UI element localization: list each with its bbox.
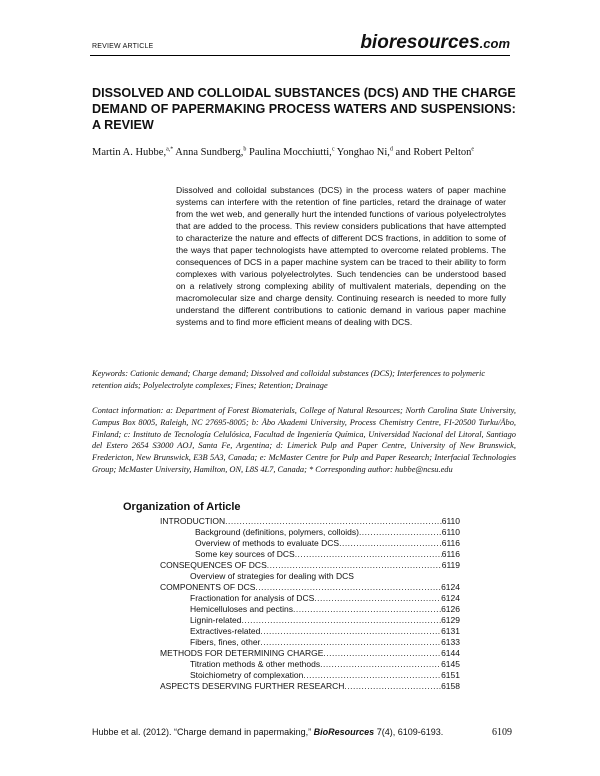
- toc-entry[interactable]: [160, 648, 460, 659]
- header-divider: [90, 55, 510, 56]
- toc-entry-page: 6131: [441, 626, 460, 636]
- author-affiliation: b: [243, 146, 247, 153]
- toc-entry-page: 6119: [441, 560, 460, 570]
- toc-entry-label: METHODS FOR DETERMINING CHARGE: [160, 648, 324, 658]
- toc-entry-page: 6133: [441, 637, 460, 647]
- toc-entry-label: Some key sources of DCS: [195, 549, 295, 559]
- toc-entry-page: 6110: [441, 516, 460, 526]
- toc-entry-page: 6126: [441, 604, 460, 614]
- toc-entry[interactable]: [160, 571, 460, 582]
- author-name: Yonghao Ni,: [334, 147, 390, 158]
- toc-entry-label: Extractives-related: [190, 626, 261, 636]
- toc-entry-page: 6145: [441, 659, 460, 669]
- toc-entry-label: Overview of methods to evaluate DCS: [195, 538, 340, 548]
- toc-entry[interactable]: [160, 604, 460, 615]
- toc-entry[interactable]: [160, 582, 460, 593]
- author-list: [92, 146, 512, 160]
- toc-entry-label: COMPONENTS OF DCS: [160, 582, 256, 592]
- toc-entry-label: Fibers, fines, other: [190, 637, 261, 647]
- toc-leader-dots: [260, 637, 441, 648]
- toc-entry[interactable]: [160, 560, 460, 571]
- citation-authors: Hubbe et al. (2012). “Charge demand in papermaking,”: [92, 727, 312, 737]
- toc-entry-label: ASPECTS DESERVING FURTHER RESEARCH: [160, 681, 345, 691]
- contact-information: Contact information: a: Department of Forest Biomaterials, College of Natural Resources; North Carolina State University, Campus Box 8005, Raleigh, NC 27695-8005; b: Åbo Akademi University, Process Chemistry Centre, FI-20500 Turku/Åbo, Finland; c: Instituto de Tecnología Celulósica, Facultad de Ingeniería Química, Universidad Nacional del Litoral, Santiago del Estero 2654 S3000 AOJ, Santa Fe, Argentina; d: Limerick Pulp and Paper Centre, University of New Brunswick, Fredericton, New Brunswick, E3B 5A3, Canada; e: McMaster Centre for Pulp and Paper Research; Interfacial Technologies Group; McMaster University, Hamilton, ON, L8S 4L7, Canada; * Corresponding author: hubbe@ncsu.edu: [92, 406, 516, 474]
- page-number: 6109: [492, 727, 512, 738]
- toc-entry[interactable]: [160, 637, 460, 648]
- toc-entry-page: 6110: [441, 527, 460, 537]
- citation-details: 7(4), 6109-6193.: [376, 727, 444, 737]
- toc-entry[interactable]: [160, 593, 460, 604]
- toc-entry-label: Stoichiometry of complexation: [190, 670, 304, 680]
- toc-leader-dots: [295, 549, 442, 560]
- toc-entry[interactable]: [160, 527, 460, 538]
- toc-entry-page: 6158: [441, 681, 460, 691]
- journal-brand-suffix: .com: [479, 36, 510, 51]
- footer: [92, 727, 512, 738]
- author-affiliation: e: [471, 146, 475, 153]
- toc-entry[interactable]: [160, 538, 460, 549]
- article-title: DISSOLVED AND COLLOIDAL SUBSTANCES (DCS) AND THE CHARGE DEMAND OF PAPERMAKING PROCESS WATERS AND SUSPENSIONS: A REVIEW: [92, 86, 516, 132]
- toc-entry[interactable]: [160, 626, 460, 637]
- abstract: Dissolved and colloidal substances (DCS) in the process waters of paper machine systems can interfere with the retention of fine particles, retard the drainage of water from the wet web, and generally hurt the intended functions of various polyelectrolytes that are added to the process. This review considers publications that have attempted to characterize the nature and effects of different DCS fractions, in addition to some of the ways that paper technologists have attempted to overcome related problems. The consequences of DCS in a paper machine system can be traced to their ability to form complexes with various polyelectrolytes. Such tendencies can be understood based on a relatively strong complexing ability of multivalent materials, depending on the macromolecular size and charge density. Continuing research is needed to more fully understand the different contributions to cationic demand in various paper machine systems and to find more efficient means of dealing with DCS.: [176, 185, 506, 327]
- toc-leader-dots: [260, 626, 441, 637]
- toc-heading: Organization of Article: [123, 501, 241, 513]
- author-name: Anna Sundberg,: [173, 147, 244, 158]
- toc-entry[interactable]: [160, 549, 460, 560]
- toc-leader-dots: [339, 538, 442, 549]
- toc-leader-dots: [323, 648, 441, 659]
- table-of-contents: [160, 516, 460, 692]
- toc-entry[interactable]: [160, 516, 460, 527]
- author-name: and Robert Pelton: [392, 147, 472, 158]
- toc-entry-label: Background (definitions, polymers, colloids): [195, 527, 359, 537]
- toc-entry-label: Lignin-related: [190, 615, 242, 625]
- author-name: Paulina Mocchiutti,: [246, 147, 332, 158]
- toc-entry[interactable]: [160, 670, 460, 681]
- toc-leader-dots: [359, 527, 442, 538]
- toc-entry[interactable]: [160, 659, 460, 670]
- toc-entry-label: INTRODUCTION: [160, 516, 226, 526]
- toc-entry-page: 6144: [441, 648, 460, 658]
- toc-entry-page: 6124: [441, 582, 460, 592]
- toc-leader-dots: [242, 615, 442, 626]
- author-affiliation: c: [331, 146, 335, 153]
- toc-entry-page: 6124: [441, 593, 460, 603]
- citation-journal: BioResources: [313, 727, 375, 737]
- toc-entry-page: 6116: [441, 538, 460, 548]
- toc-leader-dots: [303, 670, 441, 681]
- author-affiliation: a,*: [166, 146, 174, 153]
- toc-entry-page: 6116: [441, 549, 460, 559]
- toc-leader-dots: [293, 604, 441, 615]
- toc-entry-label: Hemicelluloses and pectins: [190, 604, 293, 614]
- toc-leader-dots: [225, 516, 442, 527]
- toc-leader-dots: [267, 560, 442, 571]
- toc-leader-dots: [344, 681, 441, 692]
- toc-entry-page: 6129: [441, 615, 460, 625]
- toc-leader-dots: [255, 582, 441, 593]
- keywords: Keywords: Cationic demand; Charge demand; Dissolved and colloidal substances (DCS); Interferences to polymeric retention aids; Polyelectrolyte complexes; Fines; Retention; Drainage: [92, 369, 486, 390]
- toc-entry[interactable]: [160, 615, 460, 626]
- author-affiliation: d: [389, 146, 393, 153]
- toc-entry[interactable]: [160, 681, 460, 692]
- citation: [92, 727, 443, 738]
- author-name: Martin A. Hubbe,: [92, 147, 167, 158]
- toc-entry-label: CONSEQUENCES OF DCS: [160, 560, 267, 570]
- section-label: REVIEW ARTICLE: [92, 43, 154, 50]
- journal-brand[interactable]: [360, 32, 510, 54]
- toc-entry-label: Overview of strategies for dealing with DCS: [190, 571, 354, 581]
- toc-entry-label: Titration methods & other methods: [190, 659, 321, 669]
- toc-entry-label: Fractionation for analysis of DCS: [190, 593, 315, 603]
- toc-leader-dots: [320, 659, 441, 670]
- toc-leader-dots: [314, 593, 441, 604]
- journal-brand-main: bioresources: [360, 32, 480, 53]
- toc-entry-page: 6151: [441, 670, 460, 680]
